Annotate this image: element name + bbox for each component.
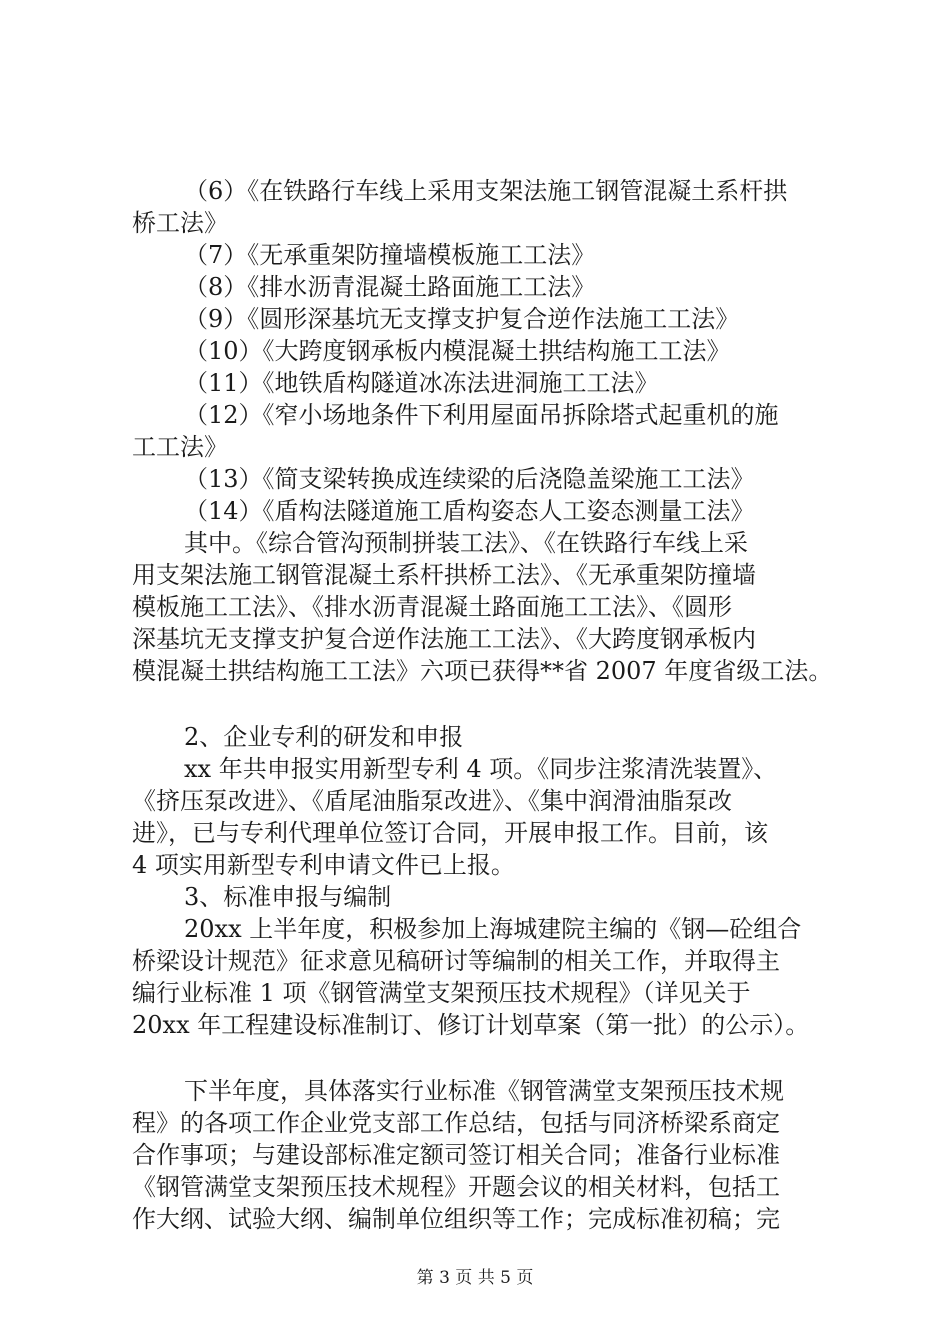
- list-item-continuation: 工工法》: [132, 433, 228, 461]
- paragraph-line: 下半年度，具体落实行业标准《钢管满堂支架预压技术规: [184, 1077, 784, 1105]
- paragraph-line: 程》的各项工作企业党支部工作总结，包括与同济桥梁系商定: [132, 1109, 780, 1137]
- paragraph-line: 4 项实用新型专利申请文件已上报。: [132, 851, 515, 879]
- page-footer: [0, 1268, 950, 1288]
- list-item: （7）《无承重架防撞墙模板施工工法》: [184, 241, 596, 269]
- list-item: （9）《圆形深基坑无支撑支护复合逆作法施工工法》: [184, 305, 740, 333]
- list-item: （12）《窄小场地条件下利用屋面吊拆除塔式起重机的施: [184, 401, 779, 429]
- paragraph-line: 合作事项；与建设部标准定额司签订相关合同；准备行业标准: [132, 1141, 780, 1169]
- paragraph-line: 编行业标准 1 项《钢管满堂支架预压技术规程》（详见关于: [132, 979, 751, 1007]
- paragraph-line: 作大纲、试验大纲、编制单位组织等工作；完成标准初稿；完: [132, 1205, 780, 1233]
- paragraph-line: 模板施工工法》、《排水沥青混凝土路面施工工法》、《圆形: [132, 593, 732, 621]
- page-number-label: 第 3 页 共 5 页: [416, 1268, 534, 1288]
- paragraph-line: 《挤压泵改进》、《盾尾油脂泵改进》、《集中润滑油脂泵改: [132, 787, 732, 815]
- list-item: （14）《盾构法隧道施工盾构姿态人工姿态测量工法》: [184, 497, 755, 525]
- document-body: [132, 175, 832, 1235]
- list-item: （8）《排水沥青混凝土路面施工工法》: [184, 273, 596, 301]
- paragraph-line: 用支架法施工钢管混凝土系杆拱桥工法》、《无承重架防撞墙: [132, 561, 756, 589]
- paragraph-line: 深基坑无支撑支护复合逆作法施工工法》、《大跨度钢承板内: [132, 625, 756, 653]
- paragraph-line: 20xx 年工程建设标准制订、修订计划草案（第一批）的公示）。: [132, 1011, 810, 1039]
- paragraph-line: xx 年共申报实用新型专利 4 项。《同步注浆清洗装置》、: [184, 755, 778, 783]
- paragraph-gap: [132, 1041, 832, 1075]
- list-item: （10）《大跨度钢承板内模混凝土拱结构施工工法》: [184, 337, 731, 365]
- section-heading: 3、标准申报与编制: [184, 883, 392, 911]
- paragraph-line: 20xx 上半年度，积极参加上海城建院主编的《钢—砼组合: [184, 915, 802, 943]
- paragraph-line: 模混凝土拱结构施工工法》六项已获得**省 2007 年度省级工法。: [132, 657, 833, 685]
- list-item: （6）《在铁路行车线上采用支架法施工钢管混凝土系杆拱: [184, 177, 788, 205]
- paragraph-line: 《钢管满堂支架预压技术规程》开题会议的相关材料，包括工: [132, 1173, 780, 1201]
- list-item: （13）《简支梁转换成连续梁的后浇隐盖梁施工工法》: [184, 465, 755, 493]
- paragraph-gap: [132, 687, 832, 721]
- paragraph-line: 其中。《综合管沟预制拼装工法》、《在铁路行车线上采: [184, 529, 748, 557]
- list-item: （11）《地铁盾构隧道冰冻法进洞施工工法》: [184, 369, 659, 397]
- list-item-continuation: 桥工法》: [132, 209, 228, 237]
- section-heading: 2、企业专利的研发和申报: [184, 723, 464, 751]
- paragraph-line: 桥梁设计规范》征求意见稿研讨等编制的相关工作，并取得主: [132, 947, 780, 975]
- paragraph-line: 进》，已与专利代理单位签订合同，开展申报工作。目前，该: [132, 819, 768, 847]
